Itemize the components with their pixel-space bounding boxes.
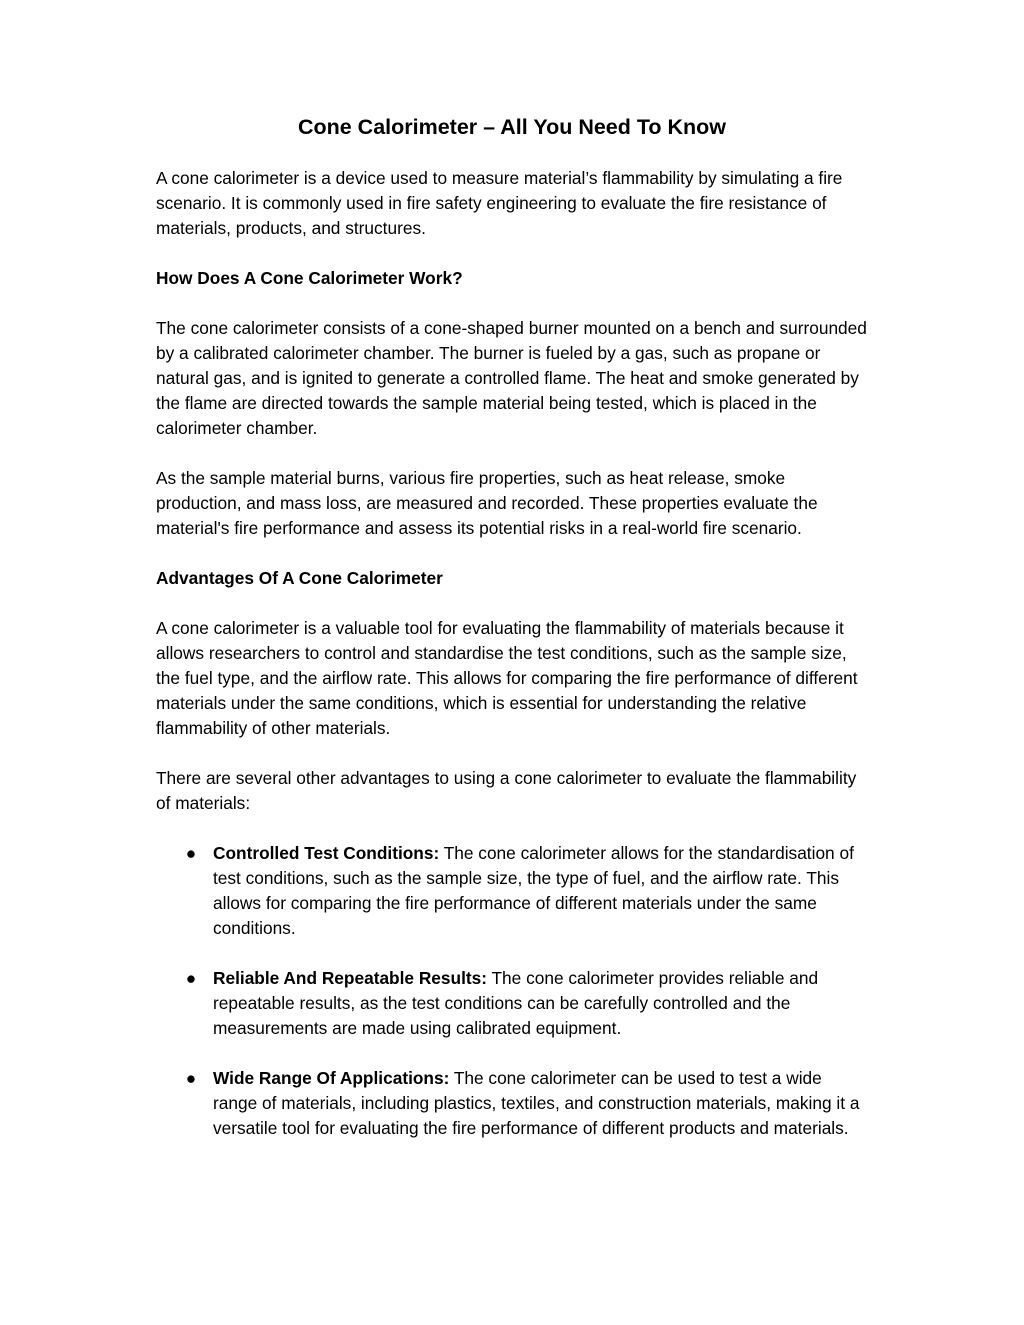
advantages-paragraph-2: There are several other advantages to using a cone calorimeter to evaluate the flammability of materials: [156, 768, 857, 813]
document-title: Cone Calorimeter – All You Need To Know [297, 115, 727, 139]
document-body [156, 166, 868, 1166]
advantages-bullet-list [156, 841, 868, 1141]
bullet-term: Wide Range Of Applications: [213, 1068, 450, 1088]
bullet-item-wide-range [156, 1066, 868, 1141]
how-it-works-paragraph-2: As the sample material burns, various fire properties, such as heat release, smoke production, and mass loss, are measured and recorded. These properties evaluate the material's fire performance and assess its potential risks in a real-world fire scenario. [156, 468, 818, 538]
intro-paragraph: A cone calorimeter is a device used to measure material’s flammability by simulating a fire scenario. It is commonly used in fire safety engineering to evaluate the fire resistance of materials, products, and structures. [156, 168, 843, 238]
bullet-dot-icon: ● [185, 843, 197, 863]
bullet-dot-icon: ● [185, 1068, 197, 1088]
bullet-text: The cone calorimeter allows for the standardisation of test conditions, such as the sample size, the type of fuel, and the airflow rate. This allows for comparing the fire performance of different materials under the same conditions. [213, 843, 854, 938]
bullet-term: Controlled Test Conditions: [213, 843, 440, 863]
advantages-paragraph-1: A cone calorimeter is a valuable tool for evaluating the flammability of materials because it allows researchers to control and standardise the test conditions, such as the sample size, the fuel type, and the airflow rate. This allows for comparing the fire performance of different materials under the same conditions, which is essential for understanding the relative flammability of other materials. [156, 618, 858, 738]
bullet-text: The cone calorimeter can be used to test a wide range of materials, including plastics, textiles, and construction materials, making it a versatile tool for evaluating the fire performance of different products and materials. [213, 1068, 860, 1138]
bullet-item-reliable-results [156, 966, 868, 1041]
section-heading-advantages: Advantages Of A Cone Calorimeter [156, 568, 443, 588]
how-it-works-paragraph-1: The cone calorimeter consists of a cone-shaped burner mounted on a bench and surrounded by a calibrated calorimeter chamber. The burner is fueled by a gas, such as propane or natural gas, and is ignited to generate a controlled flame. The heat and smoke generated by the flame are directed towards the sample material being tested, which is placed in the calorimeter chamber. [156, 318, 867, 438]
bullet-dot-icon: ● [185, 968, 197, 988]
bullet-item-controlled-conditions [156, 841, 868, 941]
bullet-text: The cone calorimeter provides reliable and repeatable results, as the test conditions can be carefully controlled and the measurements are made using calibrated equipment. [213, 968, 819, 1038]
section-heading-how-it-works: How Does A Cone Calorimeter Work? [156, 268, 463, 288]
bullet-term: Reliable And Repeatable Results: [213, 968, 488, 988]
